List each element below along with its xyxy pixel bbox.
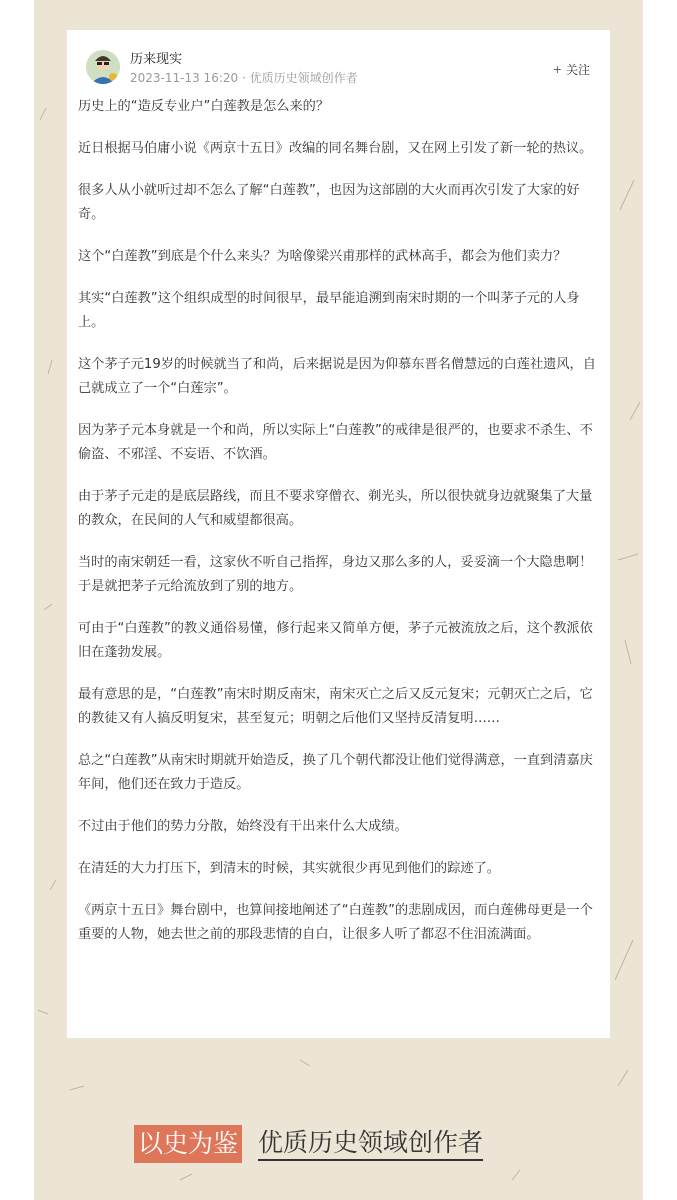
follow-label: 关注 [565,62,590,77]
article-paragraph: 因为茅子元本身就是一个和尚，所以实际上“白莲教”的戒律是很严的，也要求不杀生、不偷盗、不邪淫、不妄语、不饮酒。 [78,423,593,462]
article-paragraph: 这个“白莲教”到底是个什么来头？为啥像梁兴甫那样的武林高手，都会为他们卖力？ [78,249,567,264]
article-paragraph: 这个茅子元19岁的时候就当了和尚，后来据说是因为仰慕东晋名僧慧远的白莲社遗风，自己就成立了一个“白莲宗”。 [78,357,596,396]
article-body [78,95,596,947]
article-paragraph: 最有意思的是，“白莲教”南宋时期反南宋，南宋灭亡之后又反元复宋；元朝灭亡之后，它的教徒又有人搞反明复宋，甚至复元；明朝之后他们又坚持反清复明…… [78,687,593,726]
left-margin-band [0,0,34,1200]
article-paragraph: 其实“白莲教”这个组织成型的时间很早，最早能追溯到南宋时期的一个叫茅子元的人身上。 [78,291,580,330]
article-paragraph: 不过由于他们的势力分散，始终没有干出来什么大成绩。 [78,819,408,834]
article-paragraph: 当时的南宋朝廷一看，这家伙不听自己指挥，身边又那么多的人，妥妥滴一个大隐患啊！于是就把茅子元给流放到了别的地方。 [78,555,593,594]
follow-button[interactable] [547,58,596,80]
article-paragraph: 近日根据马伯庸小说《两京十五日》改编的同名舞台剧，又在网上引发了新一轮的热议。 [78,141,593,156]
plus-icon: + [552,62,562,76]
footer-banner [134,1124,483,1164]
article-paragraph: 很多人从小就听过却不怎么了解“白莲教”，也因为这部剧的大火而再次引发了大家的好奇。 [78,183,580,222]
author-avatar[interactable] [86,50,120,84]
article-headline: 历史上的“造反专业户”白莲教是怎么来的？ [78,99,330,114]
post-card [67,30,610,1038]
article-paragraph: 在清廷的大力打压下，到清末的时候，其实就很少再见到他们的踪迹了。 [78,861,500,876]
author-meta: 2023-11-13 16:20 · 优质历史领域创作者 [130,71,358,85]
footer-tag: 以史为鉴 [134,1125,242,1163]
article-paragraph: 由于茅子元走的是底层路线，而且不要求穿僧衣、剃光头，所以很快就身边就聚集了大量的教众，在民间的人气和威望都很高。 [78,489,593,528]
footer-caption: 优质历史领域创作者 [258,1127,483,1161]
right-margin-band [643,0,677,1200]
post-header [78,30,596,92]
author-name[interactable]: 历来现实 [130,52,183,67]
article-paragraph: 总之“白莲教”从南宋时期就开始造反，换了几个朝代都没让他们觉得满意，一直到清嘉庆年间，他们还在致力于造反。 [78,753,593,792]
article-paragraph: 《两京十五日》舞台剧中，也算间接地阐述了“白莲教”的悲剧成因，而白莲佛母更是一个重要的人物，她去世之前的那段悲情的自白，让很多人听了都忍不住泪流满面。 [78,903,593,942]
article-paragraph: 可由于“白莲教”的教义通俗易懂，修行起来又简单方便，茅子元被流放之后，这个教派依旧在蓬勃发展。 [78,621,593,660]
